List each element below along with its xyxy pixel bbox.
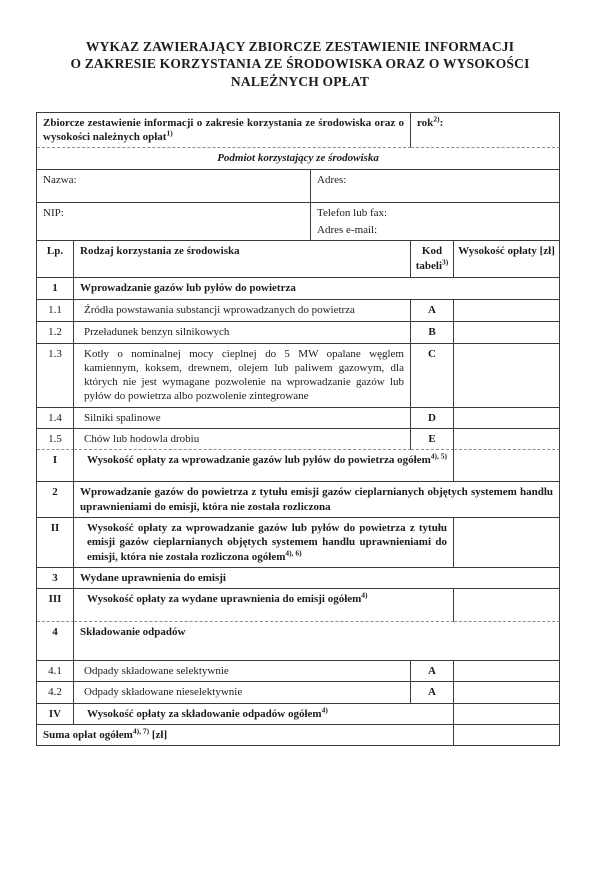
row-column-headers	[37, 241, 560, 278]
contact-field-cell	[311, 203, 560, 242]
footnote-ref: 3)	[442, 256, 449, 266]
table-row-section-4	[37, 622, 560, 661]
footnote-ref: 2)	[433, 114, 440, 124]
table-row-sum	[37, 725, 560, 746]
total-label: Wysokość opłaty za składowanie odpadów ogółem	[87, 707, 322, 720]
row-label-cell: Składowanie odpadów	[74, 622, 560, 661]
phone-label: Telefon lub fax:	[317, 206, 388, 219]
table-row-item-1-4	[37, 408, 560, 429]
page-title	[30, 38, 570, 90]
nip-field-cell: NIP:	[37, 203, 311, 242]
row-label-cell: Źródła powstawania substancji wprowadzanych do powietrza	[74, 300, 411, 322]
footnote-ref: 4)	[361, 590, 368, 600]
row-lp-cell: 2	[37, 482, 74, 518]
table-row-total-I	[37, 450, 560, 482]
footnote-ref: 1)	[166, 128, 173, 138]
summary-title: Zbiorcze zestawienie informacji o zakresie korzystania ze środowiska oraz o wysokości należnych opłat	[43, 116, 404, 144]
table-row-total-IV	[37, 704, 560, 725]
row-label-cell: Przeładunek benzyn silnikowych	[74, 322, 411, 344]
table-row-item-1-1	[37, 300, 560, 322]
code-cell: A	[411, 300, 454, 322]
code-cell: A	[411, 661, 454, 682]
year-colon: :	[439, 116, 444, 129]
form-table	[36, 112, 560, 747]
sum-label-cell	[37, 725, 454, 746]
email-label: Adres e-mail:	[317, 223, 378, 236]
title-line: O ZAKRESIE KORZYSTANIA ZE ŚRODOWISKA ORAZ O WYSOKOŚCI	[70, 56, 530, 72]
fee-value-cell	[454, 589, 560, 622]
footnote-ref: 4), 5)	[430, 451, 447, 461]
table-row-item-1-5	[37, 429, 560, 450]
code-header-label: Kod tabeli	[415, 245, 443, 272]
code-cell: E	[411, 429, 454, 450]
code-cell: D	[411, 408, 454, 429]
table-row-section-2	[37, 482, 560, 518]
footnote-ref: 4), 7)	[132, 726, 150, 736]
row-label-cell: Kotły o nominalnej mocy cieplnej do 5 MW opalane węglem kamiennym, koksem, drewnem, olejem lub paliwem gazowym, dla których nie jest wymagane pozwolenie na wprowadzanie gazów lub pyłów do powietrza albo pozwolenie zintegrowane	[74, 344, 411, 408]
row-lp-cell: 1.4	[37, 408, 74, 429]
col-header-type: Rodzaj korzystania ze środowiska	[74, 241, 411, 278]
footnote-ref: 4), 6)	[285, 547, 302, 557]
code-cell: C	[411, 344, 454, 408]
row-label-cell: Wprowadzanie gazów do powietrza z tytułu emisji gazów cieplarnianych objętych systemem handlu uprawnieniami do emisji, która nie została rozliczona	[74, 482, 560, 518]
row-lp-cell: I	[37, 450, 74, 482]
row-lp-cell: 1.5	[37, 429, 74, 450]
col-header-code	[411, 241, 454, 278]
table-row-section-1	[37, 278, 560, 299]
row-label-cell	[74, 589, 454, 622]
total-label: Wysokość opłaty za wprowadzanie gazów lub pyłów do powietrza z tytułu emisji gazów cieplarnianych objętych systemem handlu uprawnieniami do emisji, która nie została rozliczona ogółem	[87, 521, 447, 563]
total-label: Wysokość opłaty za wprowadzanie gazów lub pyłów do powietrza ogółem	[87, 454, 431, 467]
fee-value-cell	[454, 725, 560, 746]
row-label-cell: Odpady składowane nieselektywnie	[74, 682, 411, 703]
row-label-cell	[74, 704, 454, 725]
row-lp-cell: 4.1	[37, 661, 74, 682]
subject-header: Podmiot korzystający ze środowiska	[37, 148, 560, 169]
row-label-cell	[74, 450, 454, 482]
col-header-lp: Lp.	[37, 241, 74, 278]
row-label-cell: Odpady składowane selektywnie	[74, 661, 411, 682]
sum-unit: [zł]	[149, 729, 168, 742]
fee-value-cell	[454, 408, 560, 429]
table-row-item-1-3	[37, 344, 560, 408]
row-name-address	[37, 170, 560, 203]
fee-value-cell	[454, 344, 560, 408]
table-row-item-4-2	[37, 682, 560, 703]
table-row-section-3	[37, 568, 560, 589]
row-summary-header	[37, 113, 560, 149]
fee-value-cell	[454, 682, 560, 703]
table-row-total-II	[37, 518, 560, 568]
title-line: WYKAZ ZAWIERAJĄCY ZBIORCZE ZESTAWIENIE INFORMACJI	[85, 39, 515, 54]
row-lp-cell: III	[37, 589, 74, 622]
row-label-cell: Wprowadzanie gazów lub pyłów do powietrza	[74, 278, 560, 299]
footnote-ref: 4)	[321, 705, 328, 715]
name-field-cell: Nazwa:	[37, 170, 311, 203]
row-lp-cell: 4	[37, 622, 74, 661]
address-field-cell: Adres:	[311, 170, 560, 203]
summary-title-cell	[37, 113, 411, 149]
year-label: rok	[417, 116, 434, 129]
col-header-fee: Wysokość opłaty [zł]	[454, 241, 560, 278]
table-row-item-4-1	[37, 661, 560, 682]
fee-value-cell	[454, 429, 560, 450]
fee-value-cell	[454, 322, 560, 344]
row-subject	[37, 148, 560, 169]
row-label-cell: Silniki spalinowe	[74, 408, 411, 429]
code-cell: A	[411, 682, 454, 703]
row-lp-cell: 3	[37, 568, 74, 589]
row-lp-cell: 4.2	[37, 682, 74, 703]
row-lp-cell: 1.2	[37, 322, 74, 344]
sum-label: Suma opłat ogółem	[43, 729, 133, 742]
fee-value-cell	[454, 704, 560, 725]
year-cell	[411, 113, 560, 149]
row-lp-cell: 1.3	[37, 344, 74, 408]
row-lp-cell: IV	[37, 704, 74, 725]
row-label-cell	[74, 518, 454, 568]
row-lp-cell: 1.1	[37, 300, 74, 322]
table-row-item-1-2	[37, 322, 560, 344]
fee-value-cell	[454, 450, 560, 482]
fee-value-cell	[454, 661, 560, 682]
row-lp-cell: 1	[37, 278, 74, 299]
row-lp-cell: II	[37, 518, 74, 568]
table-row-total-III	[37, 589, 560, 622]
row-label-cell: Wydane uprawnienia do emisji	[74, 568, 560, 589]
total-label: Wysokość opłaty za wydane uprawnienia do emisji ogółem	[87, 593, 362, 606]
row-nip-contact	[37, 203, 560, 242]
fee-value-cell	[454, 300, 560, 322]
row-label-cell: Chów lub hodowla drobiu	[74, 429, 411, 450]
code-cell: B	[411, 322, 454, 344]
title-line: NALEŻNYCH OPŁAT	[230, 73, 370, 89]
fee-value-cell	[454, 518, 560, 568]
